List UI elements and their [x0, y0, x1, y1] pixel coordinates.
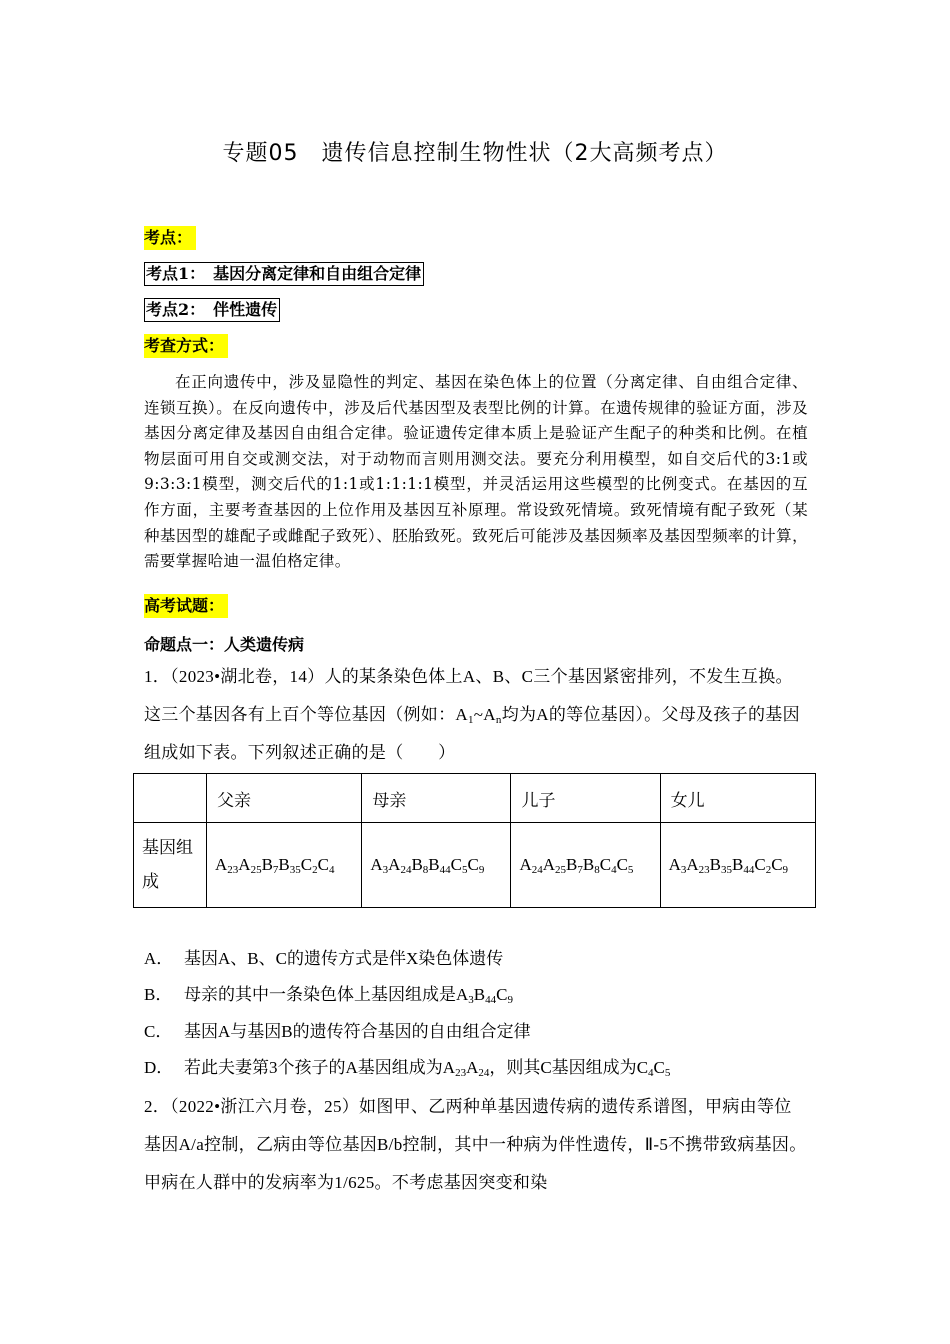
option-label: B．	[144, 985, 173, 1004]
question-1-stem: 1．（2023•湖北卷，14）人的某条染色体上A、B、C三个基因紧密排列，不发生互换。这三个基因各有上百个等位基因（例如：$A_1\sim A_n$均为A的等位基因）。父母及孩子的基因组成如下表。下列叙述正确的是（ ）	[144, 667, 800, 762]
kaodian-1: 考点1： 基因分离定律和自由组合定律	[144, 262, 424, 286]
mingti-heading: 命题点一：人类遗传病	[144, 635, 305, 654]
table-header-cell: 女儿	[660, 774, 815, 823]
fangshi-heading: 考查方式：	[144, 334, 228, 358]
option-d: D． 若此夫妻第3个孩子的A基因组成为$A_{23}A_{24}$，则其C基因组成为$C_4C_5$	[144, 1058, 671, 1079]
table-header-cell	[134, 774, 207, 823]
genotype-cell: $A_3A_{23}B_{35}B_{44}C_2C_9$	[660, 823, 815, 908]
table-row	[134, 823, 816, 908]
option-a: A． 基因A、B、C的遗传方式是伴X染色体遗传	[144, 947, 808, 971]
table-header-row	[134, 774, 816, 823]
genotype-cell: $A_3A_{24}B_8B_{44}C_5C_9$	[362, 823, 511, 908]
genotype-table	[133, 773, 816, 908]
genotype-cell: $A_{23}A_{25}B_7B_{35}C_2C_4$	[207, 823, 362, 908]
table-header-cell: 母亲	[362, 774, 511, 823]
page-title: 专题05 遗传信息控制生物性状（2大高频考点）	[222, 141, 728, 166]
fangshi-paragraph: 在正向遗传中，涉及显隐性的判定、基因在染色体上的位置（分离定律、自由组合定律、连锁互换）。在反向遗传中，涉及后代基因型及表型比例的计算。在遗传规律的验证方面，涉及基因分离定律及基因自由组合定律。验证遗传定律本质上是验证产生配子的种类和比例。在植物层面可用自交或测交法，对于动物而言则用测交法。要充分利用模型，如自交后代的3:1或9:3:3:1模型，测交后代的1:1或1:1:1:1模型，并灵活运用这些模型的比例变式。在基因的互作方面，主要考查基因的上位作用及基因互补原理。常设致死情境。致死情境有配子致死（某种基因型的雄配子或雌配子致死）、胚胎致死。致死后可能涉及基因频率及基因型频率的计算，需要掌握哈迪一温伯格定律。	[144, 373, 808, 571]
option-label: D．	[144, 1058, 174, 1077]
option-label: A．	[144, 949, 174, 968]
table-row-label: 基因组成	[134, 823, 207, 908]
option-c: C． 基因A与基因B的遗传符合基因的自由组合定律	[144, 1020, 808, 1044]
table-header-cell: 儿子	[511, 774, 660, 823]
genotype-cell: $A_{24}A_{25}B_7B_8C_4C_5$	[511, 823, 660, 908]
question-2-stem: 2．（2022•浙江六月卷，25）如图甲、乙两种单基因遗传病的遗传系谱图，甲病由等位基因A/a控制，乙病由等位基因B/b控制，其中一种病为伴性遗传，Ⅱ-5不携带致病基因。甲病在人群中的发病率为1/625。不考虑基因突变和染	[144, 1097, 807, 1192]
kaodian-heading: 考点：	[144, 226, 196, 250]
table-header-cell: 父亲	[207, 774, 362, 823]
kaodian-2: 考点2： 伴性遗传	[144, 298, 280, 322]
gaokao-heading: 高考试题：	[144, 594, 228, 618]
option-b: B． 母亲的其中一条染色体上基因组成是$A_3B_{44}C_9$	[144, 985, 513, 1006]
option-label: C．	[144, 1022, 173, 1041]
